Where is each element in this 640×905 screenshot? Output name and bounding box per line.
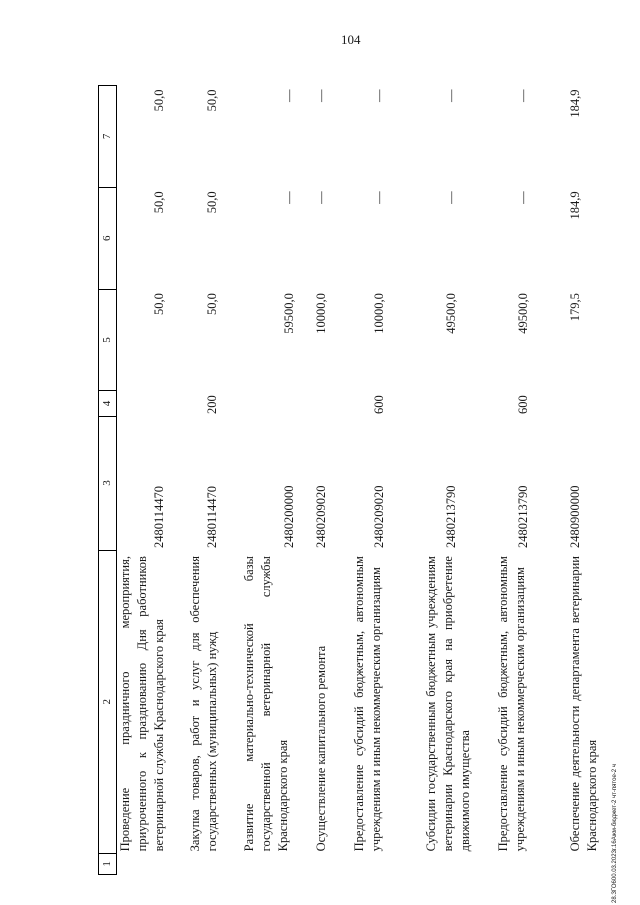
row-name: Субсидии государственным бюджетным учреждениям ветеринарии Краснодарского края на приобретение движимого имущества	[423, 556, 472, 852]
table-row	[313, 86, 351, 875]
row-value-6: —	[443, 191, 458, 204]
row-value-5: 50,0	[204, 293, 219, 315]
row-name: Закупка товаров, работ и услуг для обеспечения государственных (муниципальных) нужд	[187, 556, 219, 852]
row-value-5: 10000,0	[313, 293, 328, 334]
header-cell-2: 2	[99, 550, 117, 853]
row-value-6: —	[313, 191, 328, 204]
row-value-5: 10000,0	[371, 293, 386, 334]
row-value-7: 184,9	[567, 89, 582, 118]
budget-table	[98, 85, 607, 875]
row-type	[567, 391, 607, 416]
table-row	[117, 86, 187, 875]
row-value-7: 50,0	[152, 89, 166, 112]
row-value-5: 179,5	[567, 293, 582, 322]
row-type	[117, 391, 187, 416]
row-name: Предоставление субсидий бюджетным, автономным учреждениям и иным некоммерческим организациям	[351, 556, 383, 852]
row-type	[241, 391, 313, 416]
table-row	[351, 86, 423, 875]
header-cell-4: 4	[99, 391, 117, 416]
page-number: 104	[341, 32, 361, 47]
row-code: 2480114470	[152, 486, 166, 549]
row-name: Осуществление капитального ремонта	[313, 645, 328, 852]
budget-table-page	[98, 85, 599, 875]
header-row	[99, 86, 117, 875]
header-cell-1: 1	[99, 853, 117, 874]
header-cell-3: 3	[99, 416, 117, 550]
row-value-7: 50,0	[204, 89, 219, 112]
header-cell-5: 5	[99, 289, 117, 391]
table-row	[241, 86, 313, 875]
row-value-5: 59500,0	[281, 293, 296, 334]
table-row	[495, 86, 567, 875]
table-row	[187, 86, 241, 875]
row-type: 600	[515, 395, 530, 415]
row-name: Обеспечение деятельности департамента ветеринарии Краснодарского края	[567, 556, 599, 852]
row-value-5: 49500,0	[443, 293, 458, 334]
row-value-6: —	[281, 191, 296, 204]
row-code: 2480213790	[443, 485, 458, 549]
row-name: Проведение праздничного мероприятия, приуроченного к празднованию Дня работников ветеринарной службы Краснодарского края	[118, 556, 166, 852]
table-row	[567, 86, 607, 875]
row-value-6: —	[371, 191, 386, 204]
row-value-7: —	[313, 89, 328, 102]
table-row	[423, 86, 495, 875]
row-name: Развитие материально-технической базы государственной ветеринарной службы Краснодарского края	[241, 556, 290, 852]
header-cell-6: 6	[99, 187, 117, 289]
row-code: 2480209020	[313, 485, 328, 549]
row-code: 2480114470	[204, 486, 219, 549]
row-value-6: 184,9	[567, 191, 582, 220]
row-code: 2480209020	[371, 485, 386, 549]
row-type	[313, 391, 351, 416]
row-value-6: 50,0	[152, 191, 166, 214]
row-value-7: —	[515, 89, 530, 102]
row-value-5: 50,0	[152, 293, 166, 315]
row-value-7: —	[371, 89, 386, 102]
footer-code: 28.ЗГО600.03.2023г.16Ажм-бюджет-2 чт-пятое-2 ч	[612, 764, 618, 903]
row-type: 600	[371, 395, 386, 415]
row-value-5: 49500,0	[515, 293, 530, 334]
row-type: 200	[204, 395, 219, 415]
row-code: 2480200000	[281, 485, 296, 549]
header-cell-7: 7	[99, 86, 117, 188]
row-value-7: —	[443, 89, 458, 102]
row-type	[423, 391, 495, 416]
row-value-6: 50,0	[204, 191, 219, 214]
row-value-6: —	[515, 191, 530, 204]
row-name: Предоставление субсидий бюджетным, автономным учреждениям и иным некоммерческим организациям	[495, 556, 527, 852]
row-code: 2480900000	[567, 485, 582, 549]
row-code: 2480213790	[515, 485, 530, 549]
row-value-7: —	[281, 89, 296, 102]
